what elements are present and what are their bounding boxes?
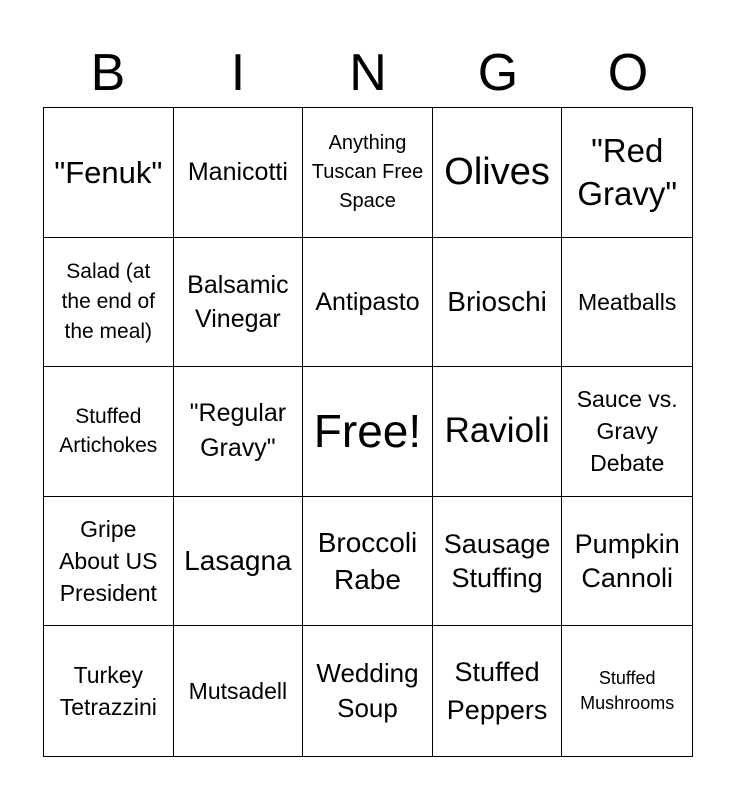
- bingo-cell[interactable]: Sausage Stuffing: [433, 497, 563, 627]
- bingo-cell[interactable]: Ravioli: [433, 367, 563, 497]
- bingo-cell[interactable]: "Fenuk": [44, 108, 174, 238]
- header-letter-o: O: [607, 44, 649, 102]
- bingo-cell[interactable]: Balsamic Vinegar: [174, 238, 304, 368]
- bingo-board: [43, 107, 693, 757]
- bingo-cell[interactable]: Stuffed Artichokes: [44, 367, 174, 497]
- bingo-cell[interactable]: "Regular Gravy": [174, 367, 304, 497]
- bingo-cell[interactable]: Turkey Tetrazzini: [44, 626, 174, 756]
- bingo-cell[interactable]: Pumpkin Cannoli: [562, 497, 692, 627]
- bingo-cell[interactable]: Anything Tuscan Free Space: [303, 108, 433, 238]
- bingo-cell[interactable]: Manicotti: [174, 108, 304, 238]
- bingo-cell[interactable]: Free!: [303, 367, 433, 497]
- bingo-cell[interactable]: Brioschi: [433, 238, 563, 368]
- bingo-cell[interactable]: Mutsadell: [174, 626, 304, 756]
- bingo-cell[interactable]: Broccoli Rabe: [303, 497, 433, 627]
- header-letter-g: G: [477, 44, 519, 102]
- bingo-header: [43, 40, 693, 106]
- header-letter-b: B: [90, 44, 126, 102]
- bingo-cell[interactable]: Meatballs: [562, 238, 692, 368]
- header-letter-n: N: [349, 44, 387, 102]
- header-letter-i: I: [230, 44, 246, 102]
- bingo-cell[interactable]: Lasagna: [174, 497, 304, 627]
- bingo-cell[interactable]: Gripe About US President: [44, 497, 174, 627]
- bingo-cell[interactable]: Sauce vs. Gravy Debate: [562, 367, 692, 497]
- bingo-cell[interactable]: Antipasto: [303, 238, 433, 368]
- bingo-cell[interactable]: Wedding Soup: [303, 626, 433, 756]
- bingo-cell[interactable]: Stuffed Peppers: [433, 626, 563, 756]
- bingo-cell[interactable]: Olives: [433, 108, 563, 238]
- bingo-cell[interactable]: Salad (at the end of the meal): [44, 238, 174, 368]
- bingo-cell[interactable]: "Red Gravy": [562, 108, 692, 238]
- bingo-cell[interactable]: Stuffed Mushrooms: [580, 668, 675, 714]
